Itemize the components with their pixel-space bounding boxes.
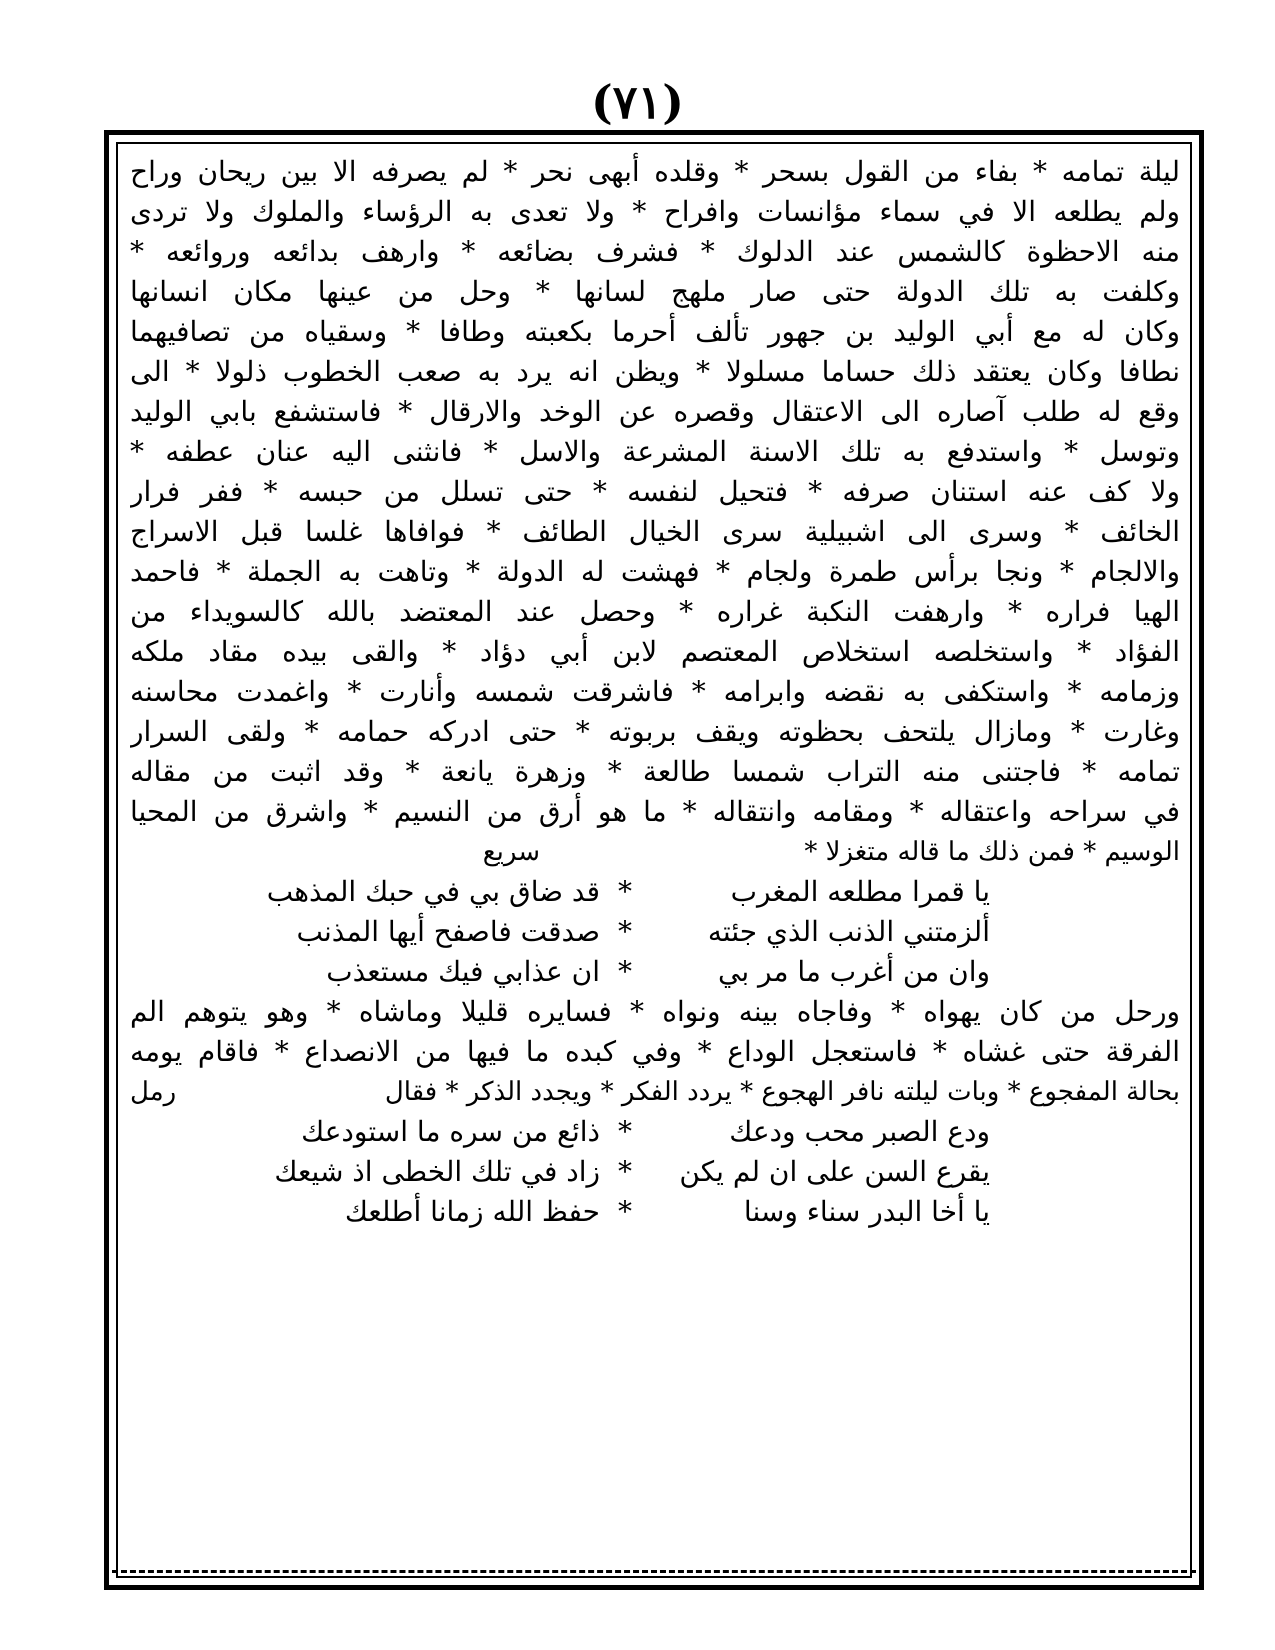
verse-second-hemistich: ذائع من سره ما استودعك [301, 1115, 600, 1148]
prose-line: وتوسل * واستدفع به تلك الاسنة المشرعة والاسل * فانثنى اليه عنان عطفه * [130, 435, 1180, 468]
verse-line [130, 952, 1180, 992]
verse-line [130, 1152, 1180, 1192]
prose-line: نطافا وكان يعتقد ذلك حساما مسلولا * ويظن انه يرد به صعب الخطوب ذلولا * الى [130, 355, 1180, 388]
verse-line [130, 1112, 1180, 1152]
verse-first-hemistich: وان من أغرب ما مر بي [717, 955, 990, 988]
verse-first-hemistich: ودع الصبر محب ودعك [729, 1115, 990, 1148]
verse-separator: * [618, 875, 632, 908]
verse-second-hemistich: قد ضاق بي في حبك المذهب [266, 875, 600, 908]
poem-meter-label: رمل [130, 1077, 177, 1107]
prose-line: وقع له طلب آصاره الى الاعتقال وقصره عن الوخد والارقال * فاستشفع بابي الوليد [130, 395, 1180, 428]
verse-line [130, 1192, 1180, 1232]
prose-line: الفرقة حتى غشاه * فاستعجل الوداع * وفي كبده ما فيها من الانصداع * فاقام يومه [130, 1035, 1180, 1068]
verse-second-hemistich: صدقت فاصفح أيها المذنب [296, 915, 600, 948]
prose-line: وكلفت به تلك الدولة حتى صار ملهج لسانها * وحل من عينها مكان انسانها [130, 275, 1180, 308]
verse-first-hemistich: يا أخا البدر سناء وسنا [743, 1195, 990, 1228]
verse-separator: * [618, 1195, 632, 1228]
verse-second-hemistich: حفظ الله زمانا أطلعك [344, 1195, 600, 1228]
prose-line: الفؤاد * واستخلصه استخلاص المعتصم لابن أبي دؤاد * والقى بيده مقاد ملكه [130, 635, 1180, 668]
verse-first-hemistich: يقرع السن على ان لم يكن [679, 1155, 990, 1188]
verse-first-hemistich: ألزمتني الذنب الذي جئته [707, 915, 990, 948]
prose-line: ورحل من كان يهواه * وفاجاه بينه ونواه * فسايره قليلا وماشاه * وهو يتوهم الم [130, 995, 1180, 1028]
prose-line: في سراحه واعتقاله * ومقامه وانتقاله * ما هو أرق من النسيم * واشرق من المحيا [130, 795, 1180, 828]
text-block [130, 152, 1180, 1232]
prose-line: تمامه * فاجتنى منه التراب شمسا طالعة * وزهرة يانعة * وقد اثبت من مقاله [130, 755, 1180, 788]
verse-separator: * [618, 1155, 632, 1188]
verse-second-hemistich: زاد في تلك الخطى اذ شيعك [274, 1155, 600, 1188]
verse-line [130, 872, 1180, 912]
prose-line: الهيا فراره * وارهفت النكبة غراره * وحصل عند المعتضد بالله كالسويداء من [130, 595, 1180, 628]
prose-line: والالجام * ونجا برأس طمرة ولجام * فهشت له الدولة * وتاهت به الجملة * فاحمد [130, 555, 1180, 588]
prose-line: الخائف * وسرى الى اشبيلية سرى الخيال الطائف * فوافاها غلسا قبل الاسراج [130, 515, 1180, 548]
poem-intro-line [130, 1072, 1180, 1112]
prose-line: ليلة تمامه * بفاء من القول بسحر * وقلده أبهى نحر * لم يصرفه الا بين ريحان وراح [130, 155, 1180, 188]
frame-bottom-rule [112, 1570, 1196, 1573]
prose-line: منه الاحظوة كالشمس عند الدلوك * فشرف بضائعه * وارهف بدائعه وروائعه * [130, 235, 1180, 268]
prose-line: وغارت * ومازال يلتحف بحظوته ويقف بربوته * حتى ادركه حمامه * ولقى السرار [130, 715, 1180, 748]
prose-line: ولا كف عنه استنان صرفه * فتحيل لنفسه * حتى تسلل من حبسه * ففر فرار [130, 475, 1180, 508]
verse-second-hemistich: ان عذابي فيك مستعذب [326, 955, 600, 988]
prose-line: ولم يطلعه الا في سماء مؤانسات وافراح * ولا تعدى به الرؤساء والملوك ولا تردى [130, 195, 1180, 228]
poem-intro-line [130, 832, 1180, 872]
verse-separator: * [618, 955, 632, 988]
poem-intro: الوسيم * فمن ذلك ما قاله متغزلا * [804, 837, 1180, 867]
prose-line: وكان له مع أبي الوليد بن جهور تألف أحرما بكعبته وطافا * وسقياه من تصافيهما [130, 315, 1180, 348]
verse-separator: * [618, 1115, 632, 1148]
page-number: (٧١) [591, 75, 684, 129]
prose-line: وزمامه * واستكفى به نقضه وابرامه * فاشرقت شمسه وأنارت * واغمدت محاسنه [130, 675, 1180, 708]
poem-meter-label: سريع [482, 837, 540, 867]
verse-first-hemistich: يا قمرا مطلعه المغرب [730, 875, 990, 908]
verse-separator: * [618, 915, 632, 948]
poem-intro: بحالة المفجوع * وبات ليلته نافر الهجوع * يردد الفكر * ويجدد الذكر * فقال [384, 1077, 1180, 1107]
verse-line [130, 912, 1180, 952]
